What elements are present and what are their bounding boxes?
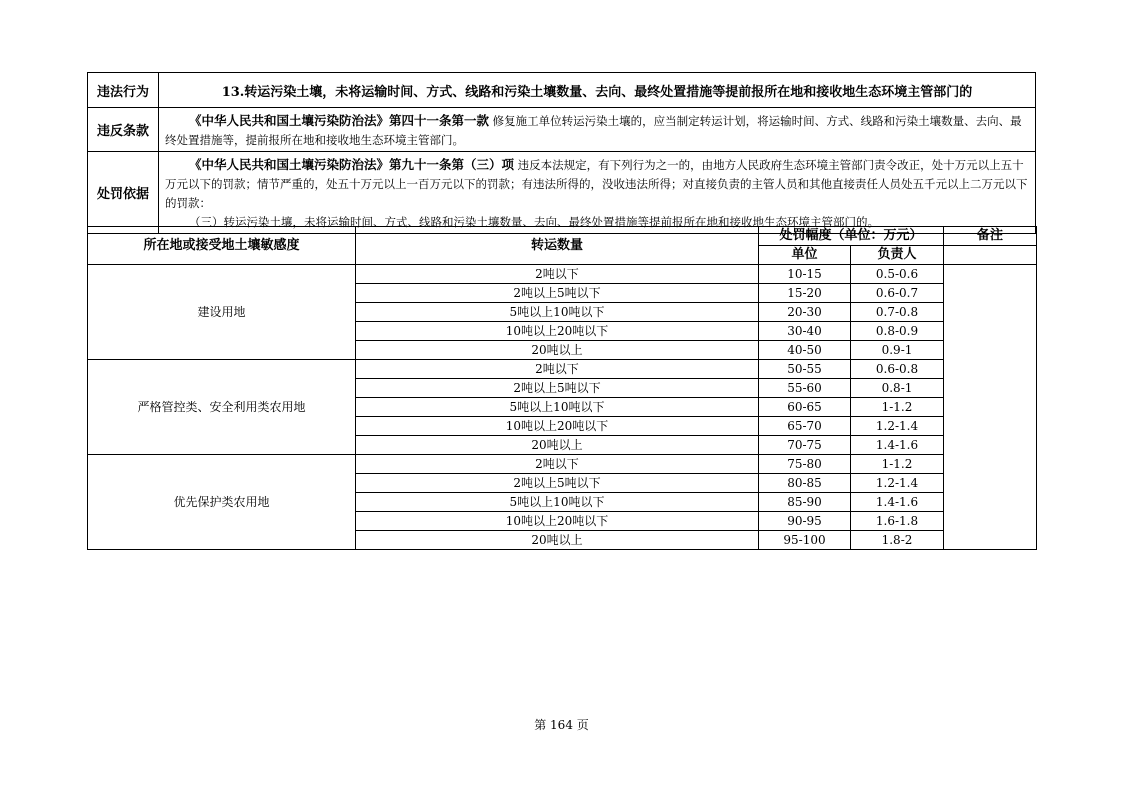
header-quantity: 转运数量 <box>356 227 759 265</box>
person-penalty-cell: 0.7-0.8 <box>851 303 944 322</box>
quantity-cell: 2吨以下 <box>356 455 759 474</box>
page-footer <box>0 716 1123 733</box>
page-suffix: 页 <box>576 718 589 732</box>
unit-penalty-cell: 10-15 <box>759 265 851 284</box>
person-penalty-cell: 1.2-1.4 <box>851 417 944 436</box>
person-penalty-cell: 1-1.2 <box>851 398 944 417</box>
remark-cell <box>944 265 1037 550</box>
unit-penalty-cell: 85-90 <box>759 493 851 512</box>
unit-penalty-cell: 80-85 <box>759 474 851 493</box>
penalty-basis-law-title: 《中华人民共和国土壤污染防治法》第九十一条第（三）项 <box>189 157 515 172</box>
unit-penalty-cell: 75-80 <box>759 455 851 474</box>
table-row <box>88 455 1037 474</box>
quantity-cell: 2吨以下 <box>356 360 759 379</box>
person-penalty-cell: 0.5-0.6 <box>851 265 944 284</box>
violation-row <box>88 73 1036 108</box>
violation-text: 13.转运污染土壤，未将运输时间、方式、线路和污染土壤数量、去向、最终处置措施等提前报所在地和接收地生态环境主管部门的 <box>159 73 1036 108</box>
sensitivity-category: 严格管控类、安全利用类农用地 <box>88 360 356 455</box>
unit-penalty-cell: 50-55 <box>759 360 851 379</box>
page-number: 164 <box>550 718 573 732</box>
quantity-cell: 20吨以上 <box>356 531 759 550</box>
header-penalty-range: 处罚幅度（单位：万元） <box>759 227 944 246</box>
header-unit: 单位 <box>759 246 851 265</box>
quantity-cell: 5吨以上10吨以下 <box>356 493 759 512</box>
header-row-1 <box>88 227 1037 246</box>
page-prefix: 第 <box>534 718 547 732</box>
violation-label: 违法行为 <box>88 73 159 108</box>
quantity-cell: 5吨以上10吨以下 <box>356 303 759 322</box>
violated-clause-label: 违反条款 <box>88 108 159 152</box>
header-remark: 备注 <box>944 227 1037 246</box>
sensitivity-category: 建设用地 <box>88 265 356 360</box>
table-row <box>88 360 1037 379</box>
violated-clause-law-title: 《中华人民共和国土壤污染防治法》第四十一条第一款 <box>189 113 490 128</box>
person-penalty-cell: 1-1.2 <box>851 455 944 474</box>
unit-penalty-cell: 65-70 <box>759 417 851 436</box>
penalty-basis-row <box>88 152 1036 234</box>
unit-penalty-cell: 15-20 <box>759 284 851 303</box>
unit-penalty-cell: 30-40 <box>759 322 851 341</box>
person-penalty-cell: 1.2-1.4 <box>851 474 944 493</box>
person-penalty-cell: 1.8-2 <box>851 531 944 550</box>
penalty-table <box>87 226 1037 550</box>
unit-penalty-cell: 20-30 <box>759 303 851 322</box>
quantity-cell: 2吨以上5吨以下 <box>356 379 759 398</box>
quantity-cell: 10吨以上20吨以下 <box>356 322 759 341</box>
unit-penalty-cell: 70-75 <box>759 436 851 455</box>
quantity-cell: 2吨以上5吨以下 <box>356 474 759 493</box>
penalty-basis-label: 处罚依据 <box>88 152 159 234</box>
unit-penalty-cell: 60-65 <box>759 398 851 417</box>
person-penalty-cell: 0.8-0.9 <box>851 322 944 341</box>
quantity-cell: 10吨以上20吨以下 <box>356 417 759 436</box>
penalty-basis-text: 违反本法规定，有下列行为之一的，由地方人民政府生态环境主管部门责令改正，处十万元以上五十万元以下的罚款；情节严重的，处五十万元以上一百万元以下的罚款；有违法所得的，没收违法所得；对直接负责的主管人员和其他直接责任人员处五千元以上二万元以下的罚款： <box>165 158 1028 210</box>
unit-penalty-cell: 90-95 <box>759 512 851 531</box>
quantity-cell: 2吨以下 <box>356 265 759 284</box>
person-penalty-cell: 0.6-0.7 <box>851 284 944 303</box>
table-row <box>88 265 1037 284</box>
person-penalty-cell: 0.9-1 <box>851 341 944 360</box>
unit-penalty-cell: 95-100 <box>759 531 851 550</box>
quantity-cell: 10吨以上20吨以下 <box>356 512 759 531</box>
person-penalty-cell: 0.6-0.8 <box>851 360 944 379</box>
header-sensitivity: 所在地或接受地土壤敏感度 <box>88 227 356 265</box>
quantity-cell: 2吨以上5吨以下 <box>356 284 759 303</box>
person-penalty-cell: 1.4-1.6 <box>851 493 944 512</box>
sensitivity-category: 优先保护类农用地 <box>88 455 356 550</box>
header-remark-blank <box>944 246 1037 265</box>
quantity-cell: 5吨以上10吨以下 <box>356 398 759 417</box>
unit-penalty-cell: 40-50 <box>759 341 851 360</box>
person-penalty-cell: 1.4-1.6 <box>851 436 944 455</box>
quantity-cell: 20吨以上 <box>356 341 759 360</box>
violated-clause-cell <box>159 108 1036 152</box>
person-penalty-cell: 0.8-1 <box>851 379 944 398</box>
quantity-cell: 20吨以上 <box>356 436 759 455</box>
person-penalty-cell: 1.6-1.8 <box>851 512 944 531</box>
unit-penalty-cell: 55-60 <box>759 379 851 398</box>
penalty-basis-cell <box>159 152 1036 234</box>
header-person: 负责人 <box>851 246 944 265</box>
penalty-basis-item: （三）转运污染土壤，未将运输时间、方式、线路和污染土壤数量、去向、最终处置措施等提前报所在地和接收地生态环境主管部门的。 <box>189 215 879 229</box>
violated-clause-row <box>88 108 1036 152</box>
violated-clause-text: 修复施工单位转运污染土壤的，应当制定转运计划，将运输时间、方式、线路和污染土壤数量、去向、最终处置措施等，提前报所在地和接收地生态环境主管部门。 <box>165 114 1022 147</box>
info-table <box>87 72 1036 234</box>
